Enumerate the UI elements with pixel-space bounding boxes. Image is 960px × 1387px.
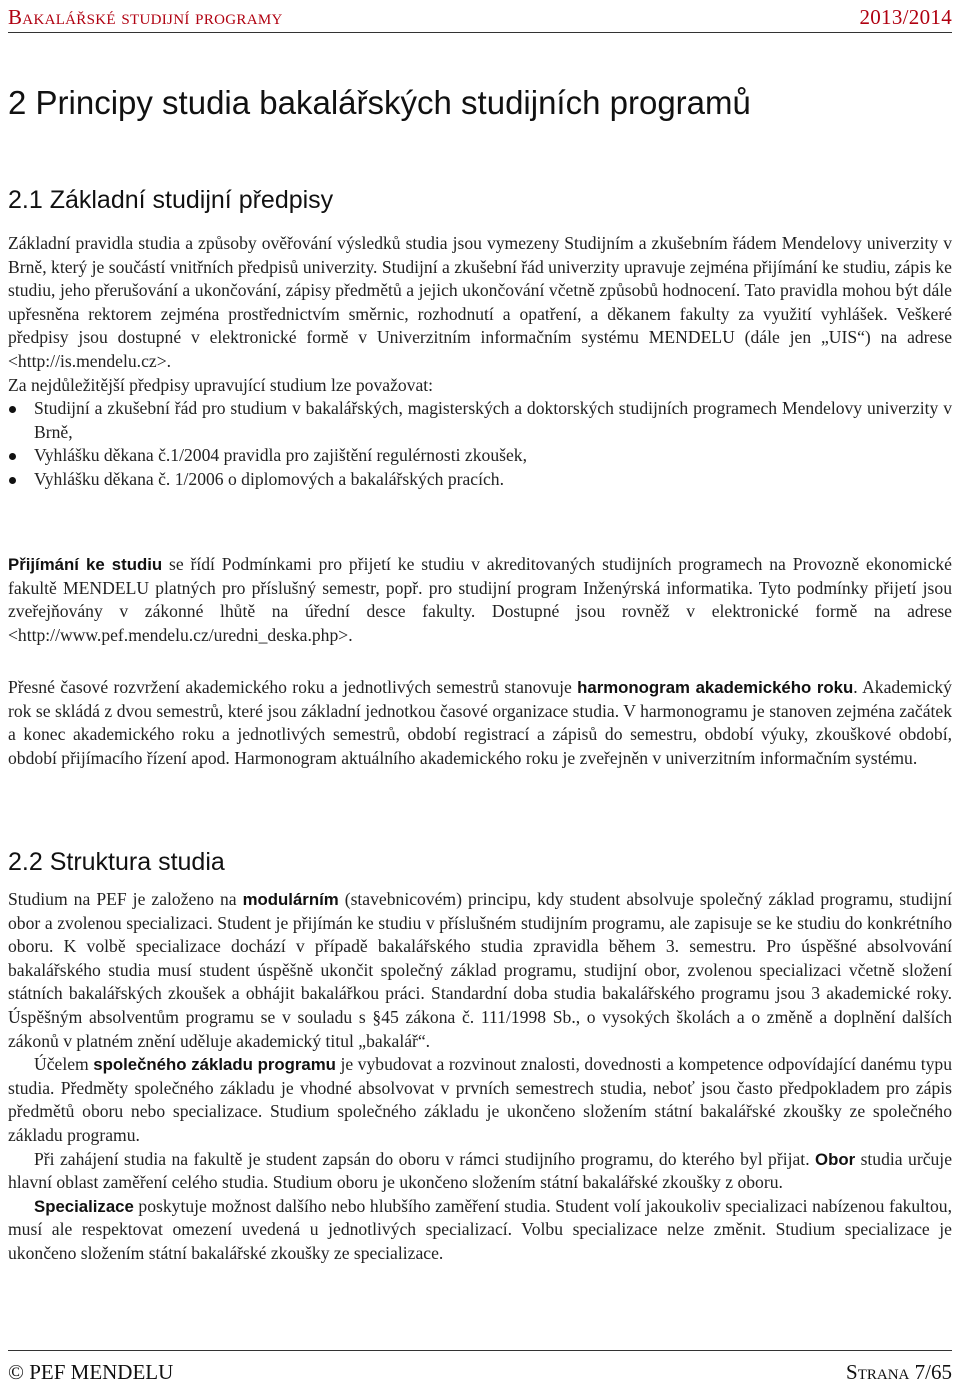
section-title-2-1: 2.1 Základní studijní předpisy — [8, 186, 334, 214]
field-bold: Obor — [815, 1149, 856, 1169]
list-item: Vyhlášku děkana č. 1/2006 o diplomových a bakalářských pracích. — [8, 468, 952, 492]
common-base-bold: společného základu programu — [93, 1055, 336, 1075]
footer-divider — [8, 1350, 952, 1351]
document-page — [8, 0, 952, 1387]
admission-text: se řídí Podmínkami pro přijetí ke studiu v akreditovaných studijních programech na Provozně ekonomické fakultě MENDELU platných pro příslušný semestr, popř. pro studijní program Inženýrská informatika. Tyto podmínky přijetí jsou zveřejňovány v zákonné lhůtě na úřední desce fakulty. Dostupné jsou rovněž v elektronické formě na adrese <http://www.pef.mendelu.cz/uredni_deska.php>. — [8, 554, 952, 645]
footer-copyright: © PEF MENDELU — [8, 1360, 174, 1384]
specialization-bold: Specializace — [34, 1196, 134, 1216]
harmonogram-bold: harmonogram akademického roku — [577, 678, 854, 697]
modular-bold: modulárním — [242, 890, 339, 909]
header-title: Bakalářské studijní programy — [8, 5, 283, 29]
field-text-a: Při zahájení studia na fakultě je student zapsán do oboru v rámci studijního programu, do kterého byl přijat. — [34, 1148, 816, 1169]
section-2-1-body — [8, 232, 952, 492]
page-number: 7/65 — [914, 1360, 952, 1384]
common-base-text-b: je vybudovat a rozvinout znalosti, dovednosti a kompetence odpovídající danému typu studia. Předměty společného základu je vhodné absolvovat v prvních semestrech studia, neboť jsou často předpokladem pro zápis předmětů oboru nebo specializace. Studium společného základu je ukončeno složením státní bakalářské zkoušky ze společného základu programu. — [8, 1054, 952, 1145]
specialization-text: poskytuje možnost dalšího nebo hlubšího zaměření studia. Student volí jakoukoliv specializaci nabízenou fakultou, musí ale respektovat omezení uvedená u jednotlivých specializací. Volbu specializace nelze změnit. Studium specializace je ukončeno složením státní bakalářské zkoušky ze specializace. — [8, 1195, 952, 1263]
page-footer — [8, 1360, 952, 1385]
paragraph-specialization — [8, 1195, 952, 1266]
paragraph-intro: Základní pravidla studia a způsoby ověřování výsledků studia jsou vymezeny Studijním a zkušebním řádem Mendelovy univerzity v Brně, který je součástí vnitřních předpisů univerzity. Studijní a zkušební řád univerzity upravuje zejména přijímání ke studiu, zápis ke studiu, jeho přerušování a ukončování, zápisy předmětů a jejich ukončování včetně způsobů hodnocení. Tato pravidla mohou být dále upřesněna rektorem zejména prostřednictvím směrnic, rozhodnutí a opatření, a děkanem fakulty za využití vyhlášek. Veškeré předpisy jsou dostupné v elektronické formě v Univerzitním informačním systému MENDELU (dále jen „UIS“) na adrese <http://is.mendelu.cz>. — [8, 233, 952, 371]
list-intro: Za nejdůležitější předpisy upravující studium lze považovat: — [8, 374, 434, 395]
page-label: Strana — [846, 1360, 910, 1384]
common-base-text-a: Účelem — [34, 1054, 94, 1075]
modular-text-b: (stavebnicovém) principu, kdy student absolvuje společný základ programu, studijní obor a zvolenou specializaci. Student je přijímán ke studiu v příslušném studijním programu, ale zapisuje se ke studiu do konkrétního oboru. K volbě specializace dochází v případě bakalářského studia zpravidla během 3. semestru. Pro úspěšné absolvování bakalářského studia musí student úspěšně ukončit společný základ programu, studijní obor, zvolenou specializaci včetně složení státních bakalářských zkoušek a obhájit bakalářkou práci. Standardní doba studia bakalářského programu jsou 3 akademické roky. Úspěšným absolventům programu se v souladu s §45 zákona č. 111/1998 Sb., o vysokých školách a o změně a doplnění dalších zákonů v platném znění uděluje akademický titul „bakalář“. — [8, 889, 952, 1051]
modular-text-a: Studium na PEF je založeno na — [8, 889, 243, 909]
page-header — [8, 2, 952, 30]
paragraph-common-base — [8, 1053, 952, 1147]
chapter-title: 2 Principy studia bakalářských studijních programů — [8, 84, 751, 121]
paragraph-harmonogram — [8, 676, 952, 770]
footer-page — [846, 1360, 952, 1385]
harmonogram-text-b: . Akademický rok se skládá z dvou semestrů, které jsou základní jednotkou časové organizace studia. V harmonogramu je stanoven zejména začátek a konec akademického roku a jednotlivých semestrů, období registrací a zápisů do semestru, období výuky, zkouškové období, období přijímacího řízení apod. Harmonogram aktuálního akademického roku je zveřejněn v univerzitním informačním systému. — [8, 677, 952, 768]
header-divider — [8, 32, 952, 33]
list-item: Studijní a zkušební řád pro studium v bakalářských, magisterských a doktorských studijních programech Mendelovy univerzity v Brně, — [8, 397, 952, 444]
paragraph-admission — [8, 553, 952, 647]
harmonogram-text-a: Přesné časové rozvržení akademického roku a jednotlivých semestrů stanovuje — [8, 677, 578, 697]
section-2-2-body — [8, 888, 952, 1266]
field-text-b: studia určuje hlavní oblast zaměření celého studia. Studium oboru je ukončeno složením státní bakalářské zkoušky z oboru. — [8, 1148, 952, 1193]
regulations-list — [8, 397, 952, 491]
admission-bold: Přijímání ke studiu — [8, 555, 163, 574]
paragraph-field — [8, 1148, 952, 1195]
header-year: 2013/2014 — [859, 5, 952, 29]
paragraph-modular — [8, 888, 952, 1053]
section-title-2-2: 2.2 Struktura studia — [8, 848, 225, 876]
list-item: Vyhlášku děkana č.1/2004 pravidla pro zajištění regulérnosti zkoušek, — [8, 444, 952, 468]
